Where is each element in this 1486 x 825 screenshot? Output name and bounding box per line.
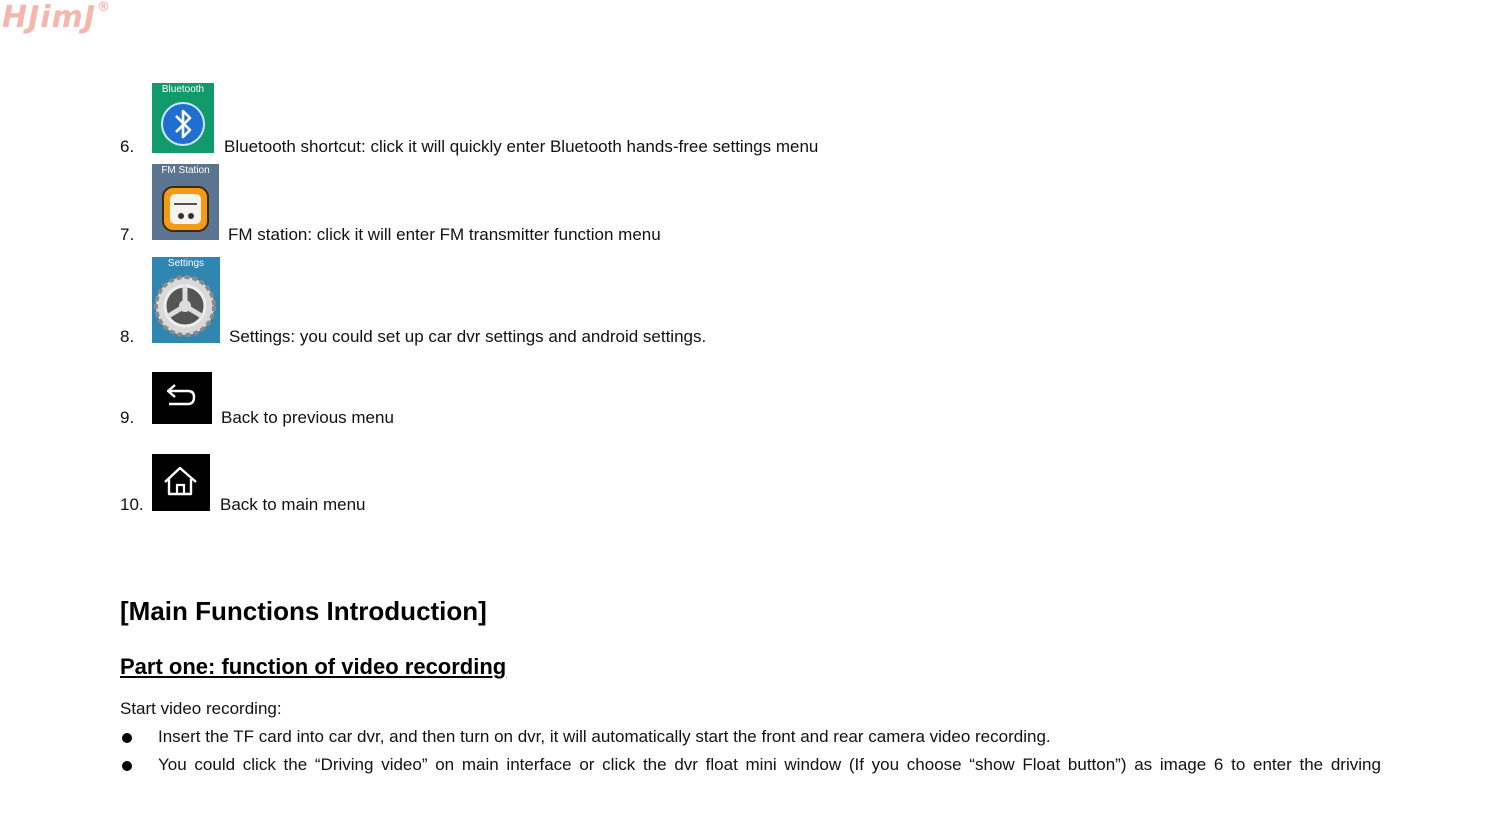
item-number: 8. xyxy=(120,327,135,346)
list-item-fm-station xyxy=(120,164,1020,248)
fm-station-icon[interactable]: FM Station xyxy=(152,164,219,240)
item-description: Back to previous menu xyxy=(221,408,394,427)
bullet-text: You could click the “Driving video” on main interface or click the dvr float mini window (If you choose “show Float button”) as image 6 to enter the driving xyxy=(158,755,1381,774)
item-description: Settings: you could set up car dvr settings and android settings. xyxy=(229,327,707,346)
bullet-icon xyxy=(122,733,132,743)
item-description: Back to main menu xyxy=(220,495,366,514)
item-number: 7. xyxy=(120,225,135,244)
bullet-icon xyxy=(122,761,132,771)
item-description: Bluetooth shortcut: click it will quickly enter Bluetooth hands-free settings menu xyxy=(224,137,819,156)
list-item-back xyxy=(120,372,720,428)
item-description: FM station: click it will enter FM transmitter function menu xyxy=(228,225,661,244)
item-number: 6. xyxy=(120,137,135,156)
bullet-text: Insert the TF card into car dvr, and then turn on dvr, it will automatically start the front and rear camera video recording. xyxy=(158,727,1051,746)
back-icon[interactable] xyxy=(152,372,212,424)
home-icon[interactable] xyxy=(152,454,210,511)
section-title: [Main Functions Introduction] xyxy=(120,596,487,626)
bluetooth-icon[interactable]: Bluetooth xyxy=(152,83,214,153)
intro-text: Start video recording: xyxy=(120,699,282,718)
list-item-settings xyxy=(120,257,1020,347)
list-item-bluetooth xyxy=(120,83,1020,163)
settings-icon[interactable]: Settings xyxy=(152,257,220,343)
brand-logo: HJimJ® xyxy=(2,0,111,35)
part-title: Part one: function of video recording xyxy=(120,654,507,679)
list-item-home xyxy=(120,454,720,516)
item-number: 10. xyxy=(120,495,144,514)
item-number: 9. xyxy=(120,408,135,427)
